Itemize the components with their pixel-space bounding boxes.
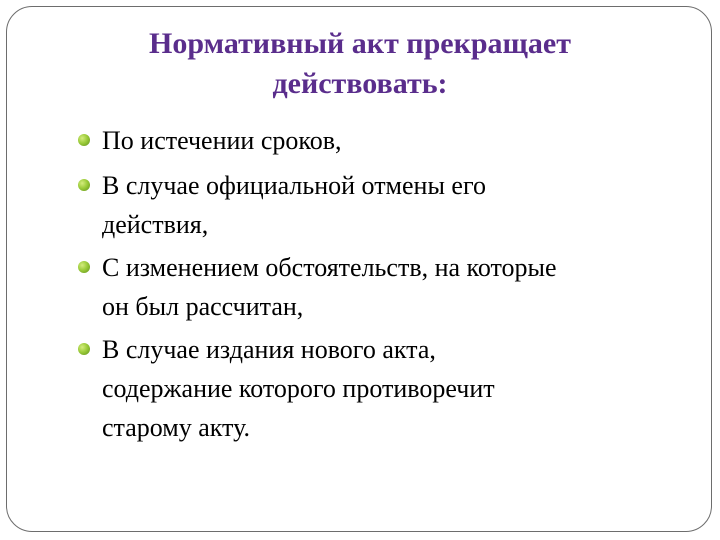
bullet-dot-icon — [78, 134, 90, 146]
bullet-text: В случае издания нового акта, содержание которого противоречит старому акту. — [102, 335, 495, 442]
bullet-text: В случае официальной отмены его действия, — [102, 171, 486, 239]
bullet-dot-icon — [78, 261, 90, 273]
bullet-text: По истечении сроков, — [102, 126, 342, 155]
bullet-item — [78, 166, 678, 244]
bullet-text: С изменением обстоятельств, на которые он был рассчитан, — [102, 253, 557, 321]
title-line-1: Нормативный акт прекращает — [149, 27, 571, 60]
bullet-item — [78, 121, 678, 160]
bullet-dot-icon — [78, 343, 90, 355]
bullet-item — [78, 248, 678, 326]
bullet-dot-icon — [78, 179, 90, 191]
bullet-item — [78, 330, 678, 447]
title-line-2: действовать: — [272, 67, 448, 100]
